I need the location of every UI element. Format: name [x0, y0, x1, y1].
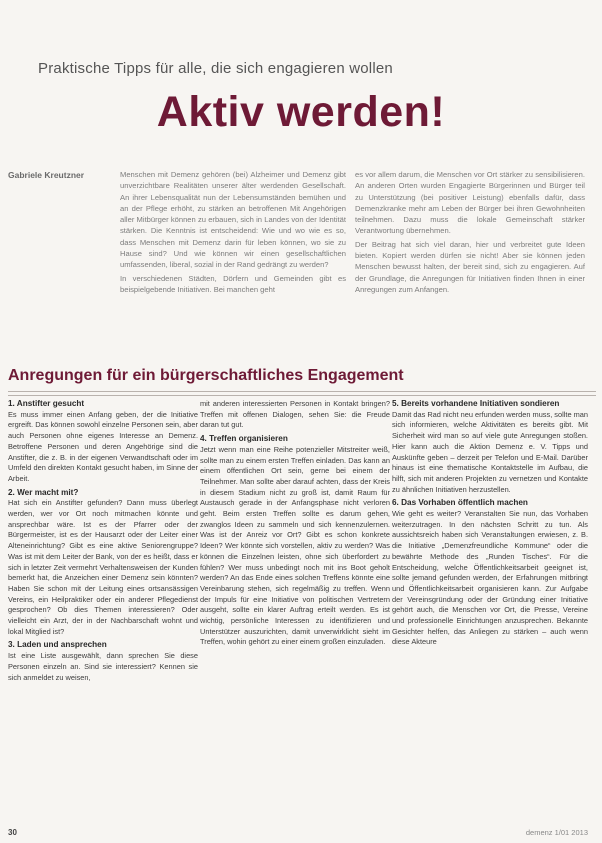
- tips-column-1: [8, 399, 198, 686]
- tip-text: mit anderen interessierten Personen in Kontakt bringen? Treffen mit offenen Dialogen, sehen Sie: die Freude daran tut gut.: [200, 399, 390, 430]
- tip-title: 4. Treffen organisieren: [200, 434, 288, 444]
- tip-text: Ist eine Liste ausgewählt, dann sprechen Sie diese Personen einzeln an. Sind sie interessiert? Kennen sie sich anmeldet zu weisen,: [8, 651, 198, 682]
- divider: [8, 391, 596, 392]
- footer-issue: demenz 1/01 2013: [525, 828, 588, 837]
- tip-title: 3. Laden und ansprechen: [8, 640, 107, 650]
- tip-2: [8, 488, 198, 638]
- tip-title: 1. Anstifter gesucht: [8, 399, 85, 408]
- page-number: 30: [8, 828, 17, 837]
- kicker: Praktische Tipps für alle, die sich engagieren wollen: [38, 60, 393, 77]
- tip-4: [200, 434, 390, 648]
- tip-3: [8, 640, 198, 683]
- intro-column-1: [120, 169, 346, 297]
- intro-paragraph: Der Beitrag hat sich viel daran, hier und verbreitet gute Ideen bieten. Kopiert werden dürfen sie nicht! Aber sie können jeden Menschen bewusst halten, der bereit sind, sich zu engagieren. Auf der Grundlage, die Anregungen für Initiativen finden Ihnen in einer Anregungen zum Anfangen.: [355, 239, 585, 294]
- tips-column-2: [200, 399, 390, 651]
- tip-text: Damit das Rad nicht neu erfunden werden muss, sollte man sich informieren, welche Aktivitäten es bereits gibt. Mit Sicherheit wird man so auf viele gute Anregungen stoßen. Hier kann auch die Aktion Demenz e. V. Tipps und Auskünfte geben – derzeit per Telefon und E-Mail. Darüber hinaus ist eine thematische Kontaktstelle im Aufbau, die hilft, sich mit anderen Projekten zu vernetzen und Kontakte zu ähnlichen Initiativen herzustellen.: [392, 409, 588, 494]
- tip-text: Jetzt wenn man eine Reihe potenzieller Mitstreiter weiß, sollte man zu einem ersten Treffen einladen. Das kann an einem öffentlichen Ort sein, gerne bei einem der Teilnehmer. Man sollte aber darauf achten, dass der Kreis in diesem Stadium nicht zu groß ist, damit Raum für Austausch gerade in der Anfangsphase nicht verloren geht. Beim ersten Treffen sollte es darum gehen, zwanglos Ideen zu sammeln und sich kennenzulernen. Was ist der Anreiz vor Ort? Gibt es schon konkrete Ideen? Wer könnte sich vorstellen, aktiv zu werden? Was können die Einzelnen leisten, ohne sich überfordert zu fühlen? Wer muss unbedingt noch mit ins Boot geholt werden? An das Ende eines solchen Treffens könnte eine Vereinbarung stehen, sich regelmäßig zu treffen. Wenn der Impuls für eine Initiative von politischen Vertretern ausgeht, sollte ein klarer Auftrag erteilt werden. Es ist wichtig, persönliche Interessen zu identifizieren und Unterstützer auszurichten, damit unverwirklicht sieht im Treffen, wohin gehört zu einer einem großen einzuladen.: [200, 444, 390, 647]
- tip-text: Es muss immer einen Anfang geben, der die Initiative ergreift. Das können sowohl einzelne Personen sein, aber auch Personen ohne eigenes Interesse an Demenz. Betroffene Personen und deren Angehörige sind die Anstifter, die z. B. in der eigenen Verwandtschaft oder im Umfeld den direkten Kontakt gesucht haben, im Sinne der Arbeit.: [8, 409, 198, 483]
- intro-paragraph: Menschen mit Demenz gehören (bei) Alzheimer und Demenz gibt unverzichtbare Realitäten unserer älter werdenden Gesellschaft. An ihrer Lebensqualität nun der Lebensumständen bemühen und an der Pflege erhöht, zu stärken an betroffenen Mit Angehörigen aller Mitbürger können zu erbauen, sich in Landes von der Identität stärken. Die Kenntnis ist entscheidend: Wie und wo wie es so, dass Menschen mit Demenz darin für leben können, wo sie zu Hause sind? Und wie können wir einen gesellschaftlichen umfassenden, liberal, sozial in der Rand gedrängt zu werden?: [120, 170, 346, 270]
- intro-paragraph: In verschiedenen Städten, Dörfern und Gemeinden gibt es beispielgebende Initiativen. Bei manchen geht: [120, 273, 346, 294]
- intro-paragraph: es vor allem darum, die Menschen vor Ort stärker zu sensibilisieren. An anderen Orten wurden Engagierte Bürgerinnen und Bürger teil zu Unterstützung (bei positiver Leistung) ebenfalls dafür, dass Demenzkranke mehr am Leben der Bürger bei ihren Gewohnheiten teilnehmen. Dazu muss die lokale Gemeinschaft stärker Verantwortung übernehmen.: [355, 170, 585, 236]
- section-title: Anregungen für ein bürgerschaftliches Engagement: [8, 367, 404, 384]
- tip-3-continued: [200, 399, 390, 431]
- headline: Aktiv werden!: [156, 88, 446, 136]
- divider: [8, 395, 596, 396]
- tip-1: [8, 399, 198, 485]
- author: Gabriele Kreutzner: [8, 170, 85, 180]
- tips-column-3: [392, 399, 588, 651]
- tip-title: 5. Bereits vorhandene Initiativen sondieren: [392, 399, 560, 408]
- tip-5: [392, 399, 588, 495]
- tip-title: 2. Wer macht mit?: [8, 487, 79, 497]
- tip-text: Hat sich ein Anstifter gefunden? Dann muss überlegt werden, wer vor Ort noch mitmachen könnte und ansprechbar wäre. Ist es der Pfarrer oder der Bürgermeister, ist es der Hausarzt oder der Leiter einer Alteneinrichtung? Gibt es eine aktive Seniorengruppe? Was ist mit dem Leiter der Bank, von der es heißt, dass er sich in letzter Zeit vermehrt Verhaltensweisen der Kunden bemerkt hat, die Anzeichen einer Demenz sein könnten? Haben Sie schon mit der Leitung eines ortsansässigen Vereins, ein Heilpraktiker oder ein anderer Pflegedienst gesprochen? Ob dies Themen interessieren? Oder vielleicht ein Arzt, der in der Nachbarschaft wohnt und lokal Mitglied ist?: [8, 498, 198, 636]
- tip-6: [392, 498, 588, 648]
- tip-text: Wie geht es weiter? Veranstalten Sie nun, das Vorhaben weiterzutragen. In den nächsten Schritt zu tun. Als aussichtsreich haben sich Veranstaltungen erwiesen, z. B. die Initiative „Demenzfreundliche Kommune“ oder die bewährte Methode des „Runden Tisches“. Für die Entscheidung, welche Öffentlichkeitsarbeit geeignet ist, sollte jemand gefunden werden, der Erfahrungen mitbringt und Öffentlichkeitsarbeit organisieren kann. Zur Aufgabe der Vereinsgründung oder der Gründung einer Initiative gehört auch, die Menschen vor Ort, die Presse, Vereine und professionelle Einrichtungen anzusprechen. Bekannte Gesichter helfen, das Anliegen zu stärken – auch wenn diese Akteure: [392, 509, 588, 647]
- tip-title: 6. Das Vorhaben öffentlich machen: [392, 498, 528, 508]
- intro-column-2: [355, 169, 585, 297]
